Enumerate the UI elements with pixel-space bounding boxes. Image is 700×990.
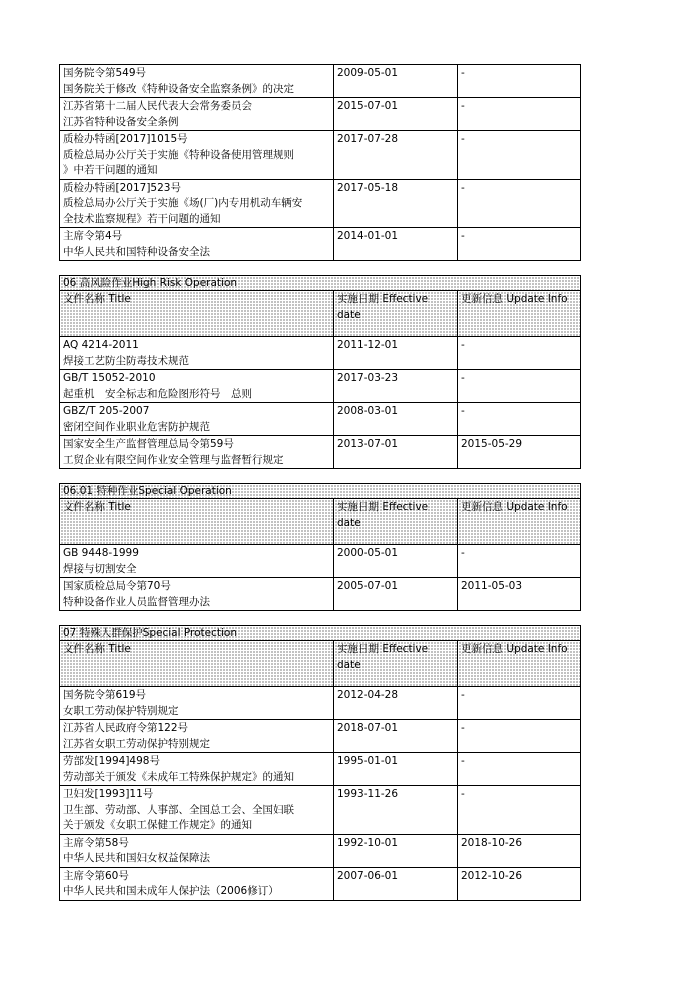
document-title-line: 劳动部关于颁发《未成年工特殊保护规定》的通知	[63, 770, 294, 783]
document-title-line: 特种设备作业人员监督管理办法	[63, 595, 210, 608]
table-row	[60, 436, 581, 469]
document-title-line: 国务院令第619号	[63, 689, 147, 701]
table-row	[60, 786, 581, 835]
effective-date-cell: 2018-07-01	[334, 720, 458, 753]
effective-date-cell: 2008-03-01	[334, 403, 458, 436]
document-title-line: 关于颁发《女职工保健工作规定》的通知	[63, 819, 252, 831]
document-title-cell	[60, 65, 334, 98]
document-title-line: 主席令第60号	[63, 869, 129, 882]
document-title-cell	[60, 98, 334, 131]
document-title-line: 中华人民共和国妇女权益保障法	[63, 852, 210, 864]
document-title-cell	[60, 228, 334, 261]
document-title-line: GB 9448-1999	[63, 547, 139, 559]
document-title-line: 焊接工艺防尘防毒技术规范	[63, 354, 189, 367]
table-row	[60, 834, 581, 867]
table-row	[60, 98, 581, 131]
document-title-line: 主席令第4号	[63, 230, 123, 242]
column-header-update: 更新信息 Update Info	[458, 291, 581, 337]
effective-date-cell: 2017-05-18	[334, 179, 458, 228]
update-info-cell: -	[458, 131, 581, 180]
table-row	[60, 867, 581, 900]
update-info-cell: -	[458, 753, 581, 786]
document-title-line: 质检总局办公厅关于实施《特种设备使用管理规则	[63, 148, 294, 161]
column-header-row	[60, 499, 581, 545]
effective-date-cell: 2011-12-01	[334, 337, 458, 370]
document-title-line: 国务院关于修改《特种设备安全监察条例》的决定	[63, 82, 294, 95]
update-info-cell: 2018-10-26	[458, 834, 581, 867]
table-row	[60, 65, 581, 98]
document-title-line: GBZ/T 205-2007	[63, 405, 150, 417]
document-title-line: 全技术监察规程》若干问题的通知	[63, 212, 221, 225]
table-row	[60, 753, 581, 786]
effective-date-cell: 1993-11-26	[334, 786, 458, 835]
document-title-cell	[60, 834, 334, 867]
update-info-cell: -	[458, 337, 581, 370]
document-title-line: 江苏省特种设备安全条例	[63, 115, 179, 128]
effective-date-cell: 2015-07-01	[334, 98, 458, 131]
column-header-row	[60, 641, 581, 687]
column-header-title: 文件名称 Title	[60, 641, 334, 687]
column-header-update: 更新信息 Update Info	[458, 641, 581, 687]
spacer-cell	[60, 611, 581, 626]
section-heading-row	[60, 484, 581, 499]
spacer-cell	[60, 469, 581, 484]
document-title-line: 卫妇发[1993]11号	[63, 788, 154, 800]
document-title-line: 中华人民共和国特种设备安全法	[63, 245, 210, 258]
table-row	[60, 370, 581, 403]
document-title-cell	[60, 436, 334, 469]
document-title-line: 劳部发[1994]498号	[63, 755, 160, 767]
update-info-cell: -	[458, 720, 581, 753]
table-row	[60, 720, 581, 753]
spacer-cell	[60, 261, 581, 276]
document-title-line: 起重机 安全标志和危险图形符号 总则	[63, 387, 252, 400]
document-title-line: GB/T 15052-2010	[63, 372, 156, 384]
document-title-line: 江苏省人民政府令第122号	[63, 722, 189, 734]
document-title-cell	[60, 578, 334, 611]
effective-date-cell: 2009-05-01	[334, 65, 458, 98]
document-title-line: AQ 4214-2011	[63, 339, 139, 351]
document-title-cell	[60, 786, 334, 835]
document-title-line: 质检总局办公厅关于实施《场(厂)内专用机动车辆安	[63, 197, 303, 209]
document-title-line: 焊接与切割安全	[63, 562, 137, 575]
update-info-cell: -	[458, 98, 581, 131]
document-title-line: 工贸企业有限空间作业安全管理与监督暂行规定	[63, 453, 284, 466]
spacer-row	[60, 611, 581, 626]
table-row	[60, 179, 581, 228]
effective-date-cell: 2007-06-01	[334, 867, 458, 900]
section-heading-row	[60, 626, 581, 641]
table-row	[60, 687, 581, 720]
document-title-cell	[60, 403, 334, 436]
effective-date-cell: 1995-01-01	[334, 753, 458, 786]
document-title-cell	[60, 867, 334, 900]
effective-date-cell: 2012-04-28	[334, 687, 458, 720]
document-title-line: 密闭空间作业职业危害防护规范	[63, 420, 210, 433]
document-title-cell	[60, 179, 334, 228]
column-header-date: 实施日期 Effective date	[334, 499, 458, 545]
update-info-cell: -	[458, 65, 581, 98]
update-info-cell: 2015-05-29	[458, 436, 581, 469]
document-title-line: 女职工劳动保护特别规定	[63, 704, 179, 717]
document-title-line: 国家安全生产监督管理总局令第59号	[63, 438, 234, 450]
update-info-cell: -	[458, 687, 581, 720]
effective-date-cell: 2005-07-01	[334, 578, 458, 611]
document-title-cell	[60, 753, 334, 786]
update-info-cell: -	[458, 370, 581, 403]
table-row	[60, 545, 581, 578]
effective-date-cell: 2000-05-01	[334, 545, 458, 578]
document-title-cell	[60, 720, 334, 753]
effective-date-cell: 1992-10-01	[334, 834, 458, 867]
spacer-row	[60, 261, 581, 276]
table-row	[60, 131, 581, 180]
document-title-cell	[60, 687, 334, 720]
update-info-cell: -	[458, 403, 581, 436]
update-info-cell: 2012-10-26	[458, 867, 581, 900]
section-heading: 06.01 特种作业Special Operation	[60, 484, 581, 499]
document-title-cell	[60, 545, 334, 578]
section-heading-row	[60, 276, 581, 291]
column-header-update: 更新信息 Update Info	[458, 499, 581, 545]
regulation-sheet	[59, 64, 580, 901]
regulation-table	[59, 64, 581, 901]
table-row	[60, 403, 581, 436]
effective-date-cell: 2017-07-28	[334, 131, 458, 180]
table-row	[60, 337, 581, 370]
document-title-cell	[60, 337, 334, 370]
document-title-line: 主席令第58号	[63, 836, 129, 849]
column-header-date: 实施日期 Effective date	[334, 641, 458, 687]
document-title-line: 》中若干问题的通知	[63, 164, 158, 176]
document-title-line: 国家质检总局令第70号	[63, 580, 171, 592]
column-header-row	[60, 291, 581, 337]
column-header-title: 文件名称 Title	[60, 499, 334, 545]
document-title-line: 卫生部、劳动部、人事部、全国总工会、全国妇联	[63, 803, 294, 816]
update-info-cell: -	[458, 545, 581, 578]
document-title-cell	[60, 370, 334, 403]
update-info-cell: 2011-05-03	[458, 578, 581, 611]
section-heading: 07 特殊人群保护Special Protection	[60, 626, 581, 641]
document-title-line: 江苏省第十二届人民代表大会常务委员会	[63, 100, 252, 112]
document-title-line: 国务院令第549号	[63, 67, 147, 79]
column-header-date: 实施日期 Effective date	[334, 291, 458, 337]
update-info-cell: -	[458, 786, 581, 835]
table-row	[60, 578, 581, 611]
effective-date-cell: 2014-01-01	[334, 228, 458, 261]
effective-date-cell: 2017-03-23	[334, 370, 458, 403]
document-title-line: 江苏省女职工劳动保护特别规定	[63, 737, 210, 750]
column-header-title: 文件名称 Title	[60, 291, 334, 337]
spacer-row	[60, 469, 581, 484]
table-row	[60, 228, 581, 261]
update-info-cell: -	[458, 179, 581, 228]
effective-date-cell: 2013-07-01	[334, 436, 458, 469]
document-title-line: 质检办特函[2017]523号	[63, 181, 181, 194]
update-info-cell: -	[458, 228, 581, 261]
document-title-line: 质检办特函[2017]1015号	[63, 133, 188, 145]
document-title-cell	[60, 131, 334, 180]
section-heading: 06 高风险作业High Risk Operation	[60, 276, 581, 291]
document-title-line: 中华人民共和国未成年人保护法（2006修订）	[63, 885, 279, 897]
